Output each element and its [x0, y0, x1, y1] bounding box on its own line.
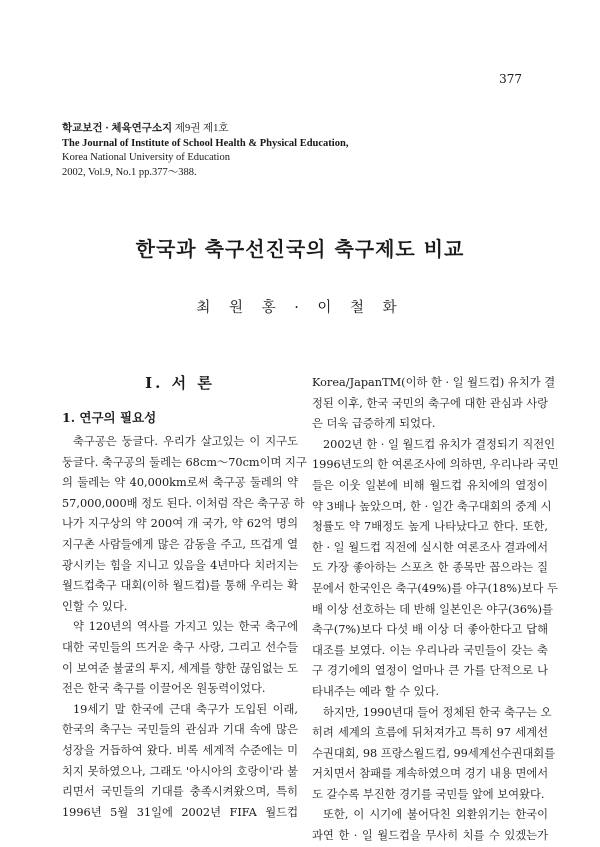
body-text-line: 나가 지구상의 약 200여 개 국가, 약 62억 명의 [62, 517, 298, 531]
body-text-line: 1996년 5월 31일에 2002년 FIFA 월드컵 [62, 805, 298, 819]
body-text-line: 이 보여준 불굴의 투지, 세계를 향한 끊임없는 도 [62, 661, 299, 675]
body-text-line: 대조를 보였다. 이는 우리나라 국민들이 갖는 축 [312, 643, 548, 657]
body-text-line: 또한, 이 시기에 불어닥친 외환위기는 한국이 [323, 808, 548, 822]
paper-authors: 최 원 홍 · 이 철 화 [196, 300, 404, 316]
body-text-line: 치지 못하였으나, 그래도 '아시아의 호랑이'라 불 [62, 764, 298, 778]
body-text-line: 57,000,000배 정도 된다. 이처럼 작은 축구공 하 [62, 496, 305, 510]
journal-name-english: The Journal of Institute of School Health & Physical Education, [62, 137, 349, 149]
journal-name-korean: 학교보건 · 체육연구소지 [62, 123, 173, 134]
body-text-line: 대한 국민들의 뜨거운 축구 사랑, 그리고 선수들 [62, 640, 298, 654]
body-text-line: 도 가장 좋아하는 스포츠 한 종목만 꼽으라는 질 [312, 561, 548, 575]
body-text-line: 1996년도의 한 여론조사에 의하면, 우리나라 국민 [312, 458, 559, 472]
body-text-line: 인할 수 있다. [62, 599, 128, 613]
journal-citation: 2002, Vol.9, No.1 pp.377～388. [62, 166, 197, 178]
body-text-line: 광시키는 힘을 지니고 있음을 4년마다 치러지는 [62, 558, 298, 572]
body-text-line: 의 둘레는 약 40,000km로써 축구공 둘레의 약 [62, 476, 298, 490]
body-text-line: 들은 이웃 일본에 비해 월드컵 유치에의 열정이 [312, 478, 548, 492]
subsection-heading: 1. 연구의 필요성 [62, 410, 157, 425]
body-text-line: 약 120년의 역사를 가지고 있는 한국 축구에 [73, 620, 298, 634]
body-text-line: 배 이상 선호하는 데 반해 일본인은 야구(36%)를 [312, 602, 553, 616]
body-text-line: 히려 세계의 흐름에 뒤처져가고 특히 97 세계선 [312, 726, 548, 740]
paper-title: 한국과 축구선진국의 축구제도 비교 [135, 237, 465, 261]
page-number: 377 [499, 72, 522, 86]
body-text-line: 타내주는 예라 할 수 있다. [312, 684, 440, 698]
body-text-line: 전은 한국 축구를 이끌어온 원동력이었다. [62, 682, 266, 696]
body-text-line: 19세기 말 한국에 근대 축구가 도입된 이래, [73, 702, 298, 716]
body-text-line: 수권대회, 98 프랑스월드컵, 99세계선수권대회를 [312, 746, 556, 760]
body-text-line: 은 더욱 급증하게 되었다. [312, 417, 436, 431]
body-text-line: 청률도 약 7배정도 높게 나타났다고 한다. 또한, [312, 520, 548, 534]
body-text-line: 과연 한 · 일 월드컵을 무사히 치를 수 있겠는가 [312, 829, 548, 843]
body-text-line: 둥글다. 축구공의 둘레는 68cm～70cm이며 지구 [62, 455, 307, 469]
section-heading: Ⅰ. 서 론 [145, 374, 215, 392]
body-text-line: 정된 이후, 한국 국민의 축구에 대한 관심과 사랑 [312, 396, 549, 410]
body-text-line: 구 경기에의 열정이 얼마나 큰 가를 단적으로 나 [312, 664, 548, 678]
body-text-line: 문에서 한국인은 축구(49%)를 야구(18%)보다 두 [312, 581, 558, 595]
body-text-line: 지구촌 사람들에게 많은 감동을 주고, 뜨겁게 열 [62, 537, 298, 551]
body-text-line: 2002년 한 · 일 월드컵 유치가 결정되기 직전인 [323, 437, 556, 451]
body-text-line: 약 3배나 높았으며, 한 · 일간 축구대회의 중계 시 [312, 499, 552, 513]
body-text-line: 리면서 국민들의 기대를 충족시켜왔으며, 특히 [62, 785, 298, 799]
body-text-line: 축구(7%)보다 다섯 배 이상 더 좋아한다고 답해 [312, 623, 548, 637]
body-text-line: 한 · 일 월드컵 직전에 실시한 여론조사 결과에서 [312, 540, 549, 554]
left-column [62, 432, 307, 823]
body-text-line: 도 갈수록 부진한 경기를 국민들 앞에 보여왔다. [312, 787, 545, 801]
journal-volume-korean: 제9권 제1호 [174, 123, 229, 134]
body-text-line: 축구공은 둥글다. 우리가 살고있는 이 지구도 [73, 435, 298, 448]
body-text-line: Korea/JapanTM(이하 한 · 일 월드컵) 유치가 결 [312, 376, 556, 389]
body-text-line: 성장을 거듭하여 왔다. 비록 세계적 수준에는 미 [62, 743, 298, 757]
body-text-line: 한국의 축구는 국민들의 관심과 기대 속에 많은 [62, 723, 298, 737]
journal-institution: Korea National University of Education [62, 152, 230, 163]
body-text-line: 거치면서 참패를 계속하였으며 경기 내용 면에서 [312, 767, 549, 781]
right-column [312, 373, 559, 847]
body-text-line: 하지만, 1990년대 들어 정체된 한국 축구는 오 [323, 705, 552, 719]
body-text-line: 월드컵축구 대회(이하 월드컵)를 통해 우리는 확 [62, 579, 298, 593]
